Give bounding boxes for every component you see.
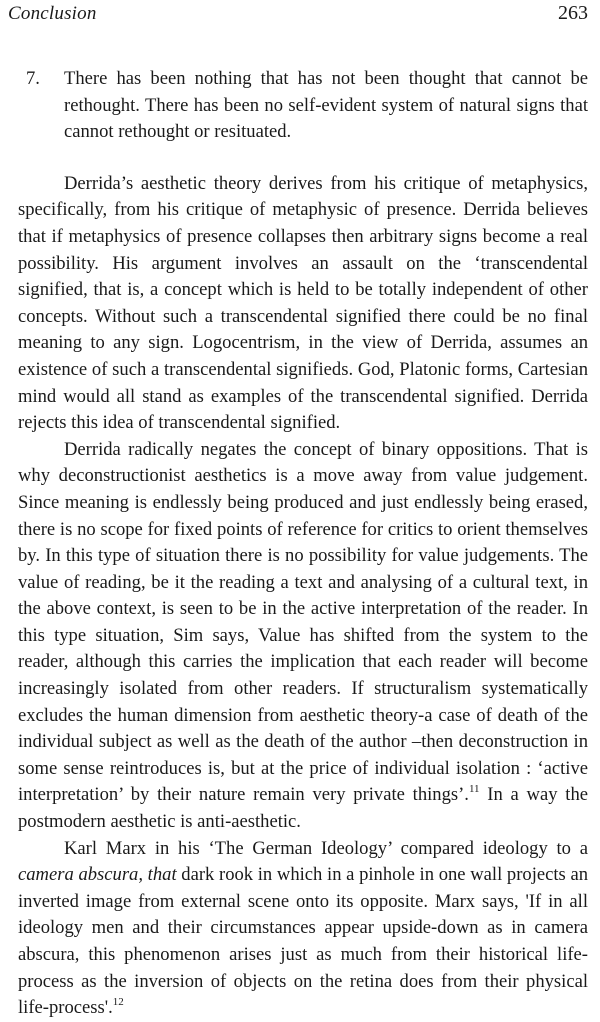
body-text (18, 66, 588, 1022)
paragraph-start: Karl Marx in his ‘The German Ideology’ compared ideology to a (64, 837, 588, 859)
paragraph-derrida-aesthetic: Derrida’s aesthetic theory derives from his critique of metaphysics, specifically, from his critique of metaphysic of presence. Derrida believes that if metaphysics of presence collapses then arbitrary signs become a real possibility. His argument involves an assault on the ‘transcendental signified, that is, a concept which is held to be totally independent of other concepts. Without such a transcendental signified there could be no final meaning to any sign. Logocentrism, in the view of Derrida, assumes an existence of such a transcendental signifieds. God, Platonic forms, Cartesian mind would all stand as examples of the transcendental signified. Derrida rejects this idea of transcendental signified. (18, 172, 588, 434)
footnote-ref-12: 12 (112, 996, 124, 1009)
running-header (8, 2, 588, 30)
paragraph-tail: In a way the postmodern aesthetic is anti-aesthetic. (18, 784, 588, 833)
chapter-title: Conclusion (8, 3, 97, 24)
footnote-ref-11: 11 (468, 783, 480, 796)
numbered-item (18, 66, 588, 146)
item-number: 7. (26, 68, 40, 89)
paragraph-text: Derrida radically negates the concept of binary oppositions. That is why deconstructionist aesthetics is a move away from value judgement. Since meaning is endlessly being produced and just endlessly being erased, there is no scope for fixed points of reference for critics to orient themselves by. In this type of situation there is no possibility for value judgements. The value of reading, be it the reading a text and analysing of a cultural text, in the above context, is seen to be in the active interpretation of the reader. In this type situation, Sim says, Value has shifted from the system to the reader, although this carries the implication that each reader will become increasingly isolated from other readers. If structuralism systematically excludes the human dimension from aesthetic theory-a case of death of the individual subject as well as the death of the author –then deconstruction in some sense reintroduces is, but at the price of individual isolation : ‘active interpretation’ by their nature remain very private things’. (18, 438, 588, 806)
paragraph-marx-ideology (18, 836, 588, 1022)
item-text: There has been nothing that has not been thought that cannot be rethought. There has been no self-evident system of natural signs that cannot rethought or resituated. (64, 68, 588, 143)
italic-phrase: camera abscura, that (18, 864, 177, 886)
paragraph-rest: dark rook in which in a pinhole in one wall projects an inverted image from external scene onto its opposite. Marx says, 'If in all ideology men and their circumstances appear upside-down as in camera abscura, this phenomenon arises just as much from their historical life-process as the inversion of objects on the retina does from their physical life-process'. (18, 864, 588, 1019)
page-number: 263 (558, 2, 588, 24)
paragraph-binary-oppositions (18, 437, 588, 836)
